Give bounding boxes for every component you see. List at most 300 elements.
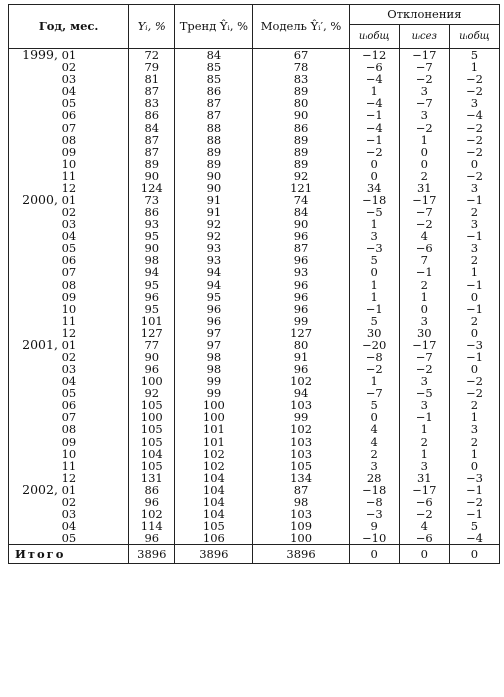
- cell-trend: 92: [175, 230, 253, 242]
- cell-dev-seasonal: 3: [399, 109, 449, 121]
- cell-dev-total: −12: [349, 49, 399, 62]
- deviations-table: [8, 4, 500, 564]
- cell-dev-total: −6: [349, 61, 399, 73]
- table-body: [9, 49, 500, 545]
- cell-dev-seasonal: −17: [399, 49, 449, 62]
- cell-dev-seasonal: 3: [399, 85, 449, 97]
- cell-model: 94: [253, 387, 349, 399]
- cell-dev-total: 5: [349, 315, 399, 327]
- cell-dev-total: 1: [349, 375, 399, 387]
- cell-y: 105: [129, 460, 175, 472]
- cell-year: 2000,: [22, 191, 58, 207]
- cell-dev-seasonal: 3: [399, 315, 449, 327]
- cell-y: 83: [129, 97, 175, 109]
- cell-trend: 99: [175, 375, 253, 387]
- cell-dev-total: −7: [349, 387, 399, 399]
- cell-dev-total: 5: [349, 399, 399, 411]
- cell-month: 10: [61, 156, 77, 171]
- cell-dev-total: 30: [349, 327, 399, 339]
- cell-y: 100: [129, 411, 175, 423]
- table-row: [9, 436, 500, 448]
- cell-dev-total-adj: −1: [449, 278, 499, 290]
- cell-dev-total: −20: [349, 339, 399, 351]
- cell-y: 96: [129, 363, 175, 375]
- cell-month: 08: [61, 422, 77, 437]
- cell-dev-seasonal: 1: [399, 448, 449, 460]
- cell-dev-total: −3: [349, 508, 399, 520]
- cell-dev-total-adj: 3: [449, 97, 499, 109]
- cell-trend: 90: [175, 170, 253, 182]
- cell-model: 80: [253, 339, 349, 351]
- cell-dev-total-adj: 2: [449, 254, 499, 266]
- cell-y: 90: [129, 170, 175, 182]
- table-row: [9, 109, 500, 121]
- cell-dev-seasonal: −7: [399, 351, 449, 363]
- table-row: [9, 472, 500, 484]
- cell-y: 87: [129, 85, 175, 97]
- cell-model: 99: [253, 315, 349, 327]
- cell-y: 90: [129, 351, 175, 363]
- cell-model: 78: [253, 61, 349, 73]
- cell-trend: 95: [175, 291, 253, 303]
- cell-dev-seasonal: −1: [399, 266, 449, 278]
- cell-dev-total: −18: [349, 484, 399, 496]
- cell-dev-seasonal: 7: [399, 254, 449, 266]
- cell-trend: 98: [175, 363, 253, 375]
- cell-year: 1999,: [22, 47, 58, 63]
- cell-trend: 104: [175, 472, 253, 484]
- cell-dev-total: −5: [349, 206, 399, 218]
- cell-trend: 93: [175, 254, 253, 266]
- cell-trend: 89: [175, 158, 253, 170]
- total-dev-total-adj: 0: [449, 545, 499, 564]
- cell-dev-total: 1: [349, 218, 399, 230]
- header-model: Модель Ŷᵢ′, %: [253, 5, 349, 49]
- cell-model: 93: [253, 266, 349, 278]
- cell-model: 90: [253, 218, 349, 230]
- total-trend: 3896: [175, 545, 253, 564]
- cell-y: 90: [129, 242, 175, 254]
- cell-trend: 91: [175, 206, 253, 218]
- cell-year: 2001,: [22, 336, 58, 352]
- total-model: 3896: [253, 545, 349, 564]
- cell-dev-seasonal: −1: [399, 411, 449, 423]
- cell-dev-total-adj: −2: [449, 134, 499, 146]
- cell-dev-seasonal: 4: [399, 230, 449, 242]
- cell-y: 72: [129, 49, 175, 62]
- cell-dev-seasonal: −2: [399, 508, 449, 520]
- cell-dev-seasonal: −7: [399, 206, 449, 218]
- cell-y: 131: [129, 472, 175, 484]
- table-row: [9, 532, 500, 545]
- cell-trend: 88: [175, 134, 253, 146]
- cell-trend: 105: [175, 520, 253, 532]
- cell-month: 09: [61, 434, 77, 449]
- cell-dev-seasonal: 0: [399, 303, 449, 315]
- table-row: [9, 121, 500, 133]
- cell-dev-seasonal: 0: [399, 158, 449, 170]
- cell-model: 127: [253, 327, 349, 339]
- cell-dev-seasonal: −2: [399, 121, 449, 133]
- cell-y: 87: [129, 134, 175, 146]
- cell-model: 87: [253, 242, 349, 254]
- cell-month: 01: [61, 48, 77, 63]
- cell-model: 89: [253, 158, 349, 170]
- total-label: Итого: [9, 545, 129, 564]
- cell-dev-total-adj: 0: [449, 327, 499, 339]
- cell-model: 99: [253, 411, 349, 423]
- cell-dev-total-adj: 0: [449, 460, 499, 472]
- header-trend: Тренд Ŷᵢ, %: [175, 5, 253, 49]
- cell-dev-total-adj: 1: [449, 448, 499, 460]
- cell-month: 01: [61, 192, 77, 207]
- cell-month: 06: [61, 398, 77, 413]
- cell-dev-total: 0: [349, 170, 399, 182]
- cell-model: 134: [253, 472, 349, 484]
- cell-dev-total-adj: −1: [449, 351, 499, 363]
- cell-month: 03: [61, 217, 77, 232]
- cell-model: 92: [253, 170, 349, 182]
- cell-month: 11: [61, 313, 77, 328]
- cell-y: 105: [129, 399, 175, 411]
- cell-month: 05: [61, 531, 77, 546]
- cell-y: 95: [129, 303, 175, 315]
- cell-dev-total: 5: [349, 254, 399, 266]
- table-row: [9, 303, 500, 315]
- table-row: [9, 460, 500, 472]
- cell-trend: 90: [175, 182, 253, 194]
- cell-dev-total-adj: −1: [449, 230, 499, 242]
- cell-dev-total: −1: [349, 134, 399, 146]
- cell-dev-total-adj: −1: [449, 194, 499, 206]
- cell-dev-total-adj: −2: [449, 85, 499, 97]
- cell-dev-total: −10: [349, 532, 399, 545]
- cell-dev-total-adj: −2: [449, 121, 499, 133]
- total-y: 3896: [129, 545, 175, 564]
- cell-model: 96: [253, 254, 349, 266]
- cell-y: 77: [129, 339, 175, 351]
- cell-month: 11: [61, 458, 77, 473]
- cell-model: 103: [253, 448, 349, 460]
- cell-dev-total-adj: 0: [449, 291, 499, 303]
- cell-dev-total: 1: [349, 291, 399, 303]
- header-dev-seasonal: uᵢсез: [399, 25, 449, 49]
- cell-dev-total-adj: −2: [449, 387, 499, 399]
- cell-dev-total: 1: [349, 278, 399, 290]
- cell-trend: 88: [175, 121, 253, 133]
- cell-y: 104: [129, 448, 175, 460]
- header-deviations: Отклонения: [349, 5, 499, 25]
- cell-dev-total-adj: 3: [449, 423, 499, 435]
- cell-dev-seasonal: 31: [399, 182, 449, 194]
- cell-y: 114: [129, 520, 175, 532]
- cell-month: 04: [61, 229, 77, 244]
- cell-month: 09: [61, 144, 77, 159]
- cell-month: 12: [61, 470, 77, 485]
- cell-model: 96: [253, 278, 349, 290]
- cell-model: 86: [253, 121, 349, 133]
- cell-trend: 100: [175, 411, 253, 423]
- cell-dev-total: 1: [349, 85, 399, 97]
- table-row: [9, 291, 500, 303]
- cell-period: [9, 532, 129, 545]
- cell-dev-seasonal: −6: [399, 532, 449, 545]
- cell-trend: 87: [175, 109, 253, 121]
- cell-trend: 98: [175, 351, 253, 363]
- cell-dev-total-adj: 2: [449, 436, 499, 448]
- cell-trend: 102: [175, 460, 253, 472]
- cell-y: 96: [129, 291, 175, 303]
- cell-dev-seasonal: 2: [399, 278, 449, 290]
- cell-dev-seasonal: −6: [399, 242, 449, 254]
- cell-trend: 86: [175, 85, 253, 97]
- cell-dev-total-adj: 1: [449, 266, 499, 278]
- table-row: [9, 134, 500, 146]
- cell-y: 86: [129, 484, 175, 496]
- cell-y: 86: [129, 109, 175, 121]
- cell-y: 81: [129, 73, 175, 85]
- cell-trend: 104: [175, 484, 253, 496]
- cell-model: 74: [253, 194, 349, 206]
- cell-month: 01: [61, 482, 77, 497]
- cell-dev-total-adj: −2: [449, 73, 499, 85]
- cell-model: 87: [253, 484, 349, 496]
- cell-dev-total: −1: [349, 109, 399, 121]
- cell-trend: 92: [175, 218, 253, 230]
- cell-trend: 89: [175, 146, 253, 158]
- cell-dev-total: −8: [349, 351, 399, 363]
- cell-dev-seasonal: −17: [399, 484, 449, 496]
- table-row: [9, 315, 500, 327]
- cell-month: 04: [61, 519, 77, 534]
- cell-model: 103: [253, 508, 349, 520]
- cell-dev-total: 9: [349, 520, 399, 532]
- cell-dev-total: 28: [349, 472, 399, 484]
- cell-trend: 99: [175, 387, 253, 399]
- header-period: Год, мес.: [9, 5, 129, 49]
- cell-dev-seasonal: 0: [399, 146, 449, 158]
- cell-dev-seasonal: −17: [399, 194, 449, 206]
- cell-model: 96: [253, 230, 349, 242]
- cell-dev-total: 2: [349, 448, 399, 460]
- cell-model: 84: [253, 206, 349, 218]
- cell-y: 95: [129, 278, 175, 290]
- cell-month: 08: [61, 132, 77, 147]
- cell-y: 94: [129, 266, 175, 278]
- cell-month: 05: [61, 241, 77, 256]
- table-row: [9, 423, 500, 435]
- total-row: [9, 545, 500, 564]
- cell-month: 04: [61, 84, 77, 99]
- header-dev-total-adj: uᵢобщ: [449, 25, 499, 49]
- cell-month: 03: [61, 507, 77, 521]
- cell-dev-total: −18: [349, 194, 399, 206]
- cell-dev-total: −2: [349, 146, 399, 158]
- cell-y: 84: [129, 121, 175, 133]
- cell-dev-seasonal: −5: [399, 387, 449, 399]
- table-row: [9, 266, 500, 278]
- cell-trend: 97: [175, 327, 253, 339]
- cell-month: 09: [61, 289, 77, 304]
- cell-dev-total-adj: 2: [449, 399, 499, 411]
- cell-model: 96: [253, 363, 349, 375]
- cell-dev-total: 34: [349, 182, 399, 194]
- cell-month: 10: [61, 301, 77, 316]
- cell-model: 90: [253, 109, 349, 121]
- cell-dev-total-adj: 0: [449, 363, 499, 375]
- cell-trend: 87: [175, 97, 253, 109]
- cell-trend: 94: [175, 278, 253, 290]
- cell-trend: 100: [175, 399, 253, 411]
- cell-dev-total-adj: 3: [449, 182, 499, 194]
- cell-dev-seasonal: −7: [399, 97, 449, 109]
- cell-month: 12: [61, 325, 77, 340]
- cell-dev-total: −2: [349, 363, 399, 375]
- cell-model: 89: [253, 146, 349, 158]
- cell-month: 07: [61, 120, 77, 135]
- cell-model: 103: [253, 399, 349, 411]
- cell-dev-total-adj: −1: [449, 303, 499, 315]
- cell-dev-total-adj: 2: [449, 206, 499, 218]
- cell-trend: 101: [175, 436, 253, 448]
- cell-dev-total-adj: 1: [449, 61, 499, 73]
- cell-dev-total-adj: 2: [449, 315, 499, 327]
- cell-model: 89: [253, 134, 349, 146]
- cell-trend: 91: [175, 194, 253, 206]
- cell-dev-seasonal: 3: [399, 399, 449, 411]
- cell-dev-total-adj: −2: [449, 170, 499, 182]
- cell-dev-total-adj: 5: [449, 49, 499, 62]
- cell-trend: 106: [175, 532, 253, 545]
- cell-dev-seasonal: 31: [399, 472, 449, 484]
- header-y: Yᵢ, %: [129, 5, 175, 49]
- cell-dev-seasonal: −2: [399, 73, 449, 85]
- cell-dev-total: 0: [349, 158, 399, 170]
- cell-y: 124: [129, 182, 175, 194]
- cell-dev-total-adj: −3: [449, 339, 499, 351]
- cell-trend: 104: [175, 508, 253, 520]
- cell-y: 95: [129, 230, 175, 242]
- cell-model: 100: [253, 532, 349, 545]
- cell-dev-total-adj: −1: [449, 484, 499, 496]
- cell-trend: 85: [175, 61, 253, 73]
- cell-trend: 102: [175, 448, 253, 460]
- cell-trend: 104: [175, 496, 253, 508]
- cell-trend: 94: [175, 266, 253, 278]
- cell-model: 80: [253, 97, 349, 109]
- cell-dev-seasonal: −2: [399, 218, 449, 230]
- cell-dev-total-adj: −2: [449, 375, 499, 387]
- cell-month: 04: [61, 374, 77, 389]
- cell-month: 02: [61, 60, 77, 75]
- cell-dev-total-adj: −2: [449, 496, 499, 508]
- cell-dev-seasonal: 2: [399, 436, 449, 448]
- cell-year: 2002,: [22, 481, 58, 497]
- cell-dev-seasonal: 3: [399, 460, 449, 472]
- cell-month: 02: [61, 494, 77, 509]
- cell-model: 103: [253, 436, 349, 448]
- cell-dev-total-adj: 3: [449, 218, 499, 230]
- cell-dev-total: −4: [349, 121, 399, 133]
- cell-dev-total: −1: [349, 303, 399, 315]
- cell-dev-seasonal: 30: [399, 327, 449, 339]
- cell-y: 92: [129, 387, 175, 399]
- cell-dev-total-adj: 0: [449, 158, 499, 170]
- cell-month: 03: [61, 72, 77, 87]
- cell-month: 10: [61, 446, 77, 461]
- cell-dev-seasonal: −2: [399, 363, 449, 375]
- cell-model: 105: [253, 460, 349, 472]
- cell-month: 07: [61, 265, 77, 280]
- cell-model: 109: [253, 520, 349, 532]
- cell-trend: 97: [175, 339, 253, 351]
- cell-y: 73: [129, 194, 175, 206]
- cell-model: 67: [253, 49, 349, 62]
- cell-dev-total: −3: [349, 242, 399, 254]
- cell-dev-total: 3: [349, 460, 399, 472]
- table-row: [9, 146, 500, 158]
- cell-dev-total-adj: 1: [449, 411, 499, 423]
- cell-trend: 93: [175, 242, 253, 254]
- cell-dev-total-adj: −4: [449, 109, 499, 121]
- cell-y: 93: [129, 218, 175, 230]
- cell-trend: 84: [175, 49, 253, 62]
- cell-model: 102: [253, 423, 349, 435]
- cell-month: 12: [61, 180, 77, 195]
- cell-y: 79: [129, 61, 175, 73]
- cell-month: 06: [61, 253, 77, 268]
- cell-dev-total-adj: 5: [449, 520, 499, 532]
- cell-model: 83: [253, 73, 349, 85]
- cell-dev-total: −4: [349, 97, 399, 109]
- cell-trend: 96: [175, 303, 253, 315]
- cell-y: 98: [129, 254, 175, 266]
- cell-dev-total: −8: [349, 496, 399, 508]
- cell-dev-total-adj: −3: [449, 472, 499, 484]
- cell-dev-seasonal: 1: [399, 423, 449, 435]
- cell-dev-seasonal: 2: [399, 170, 449, 182]
- cell-dev-total: 4: [349, 423, 399, 435]
- cell-dev-total-adj: −2: [449, 146, 499, 158]
- cell-month: 11: [61, 168, 77, 183]
- cell-dev-seasonal: 3: [399, 375, 449, 387]
- cell-y: 100: [129, 375, 175, 387]
- cell-y: 105: [129, 423, 175, 435]
- cell-dev-total-adj: 3: [449, 242, 499, 254]
- cell-model: 89: [253, 85, 349, 97]
- cell-dev-total: 0: [349, 266, 399, 278]
- cell-y: 89: [129, 158, 175, 170]
- table-row: [9, 448, 500, 460]
- cell-y: 96: [129, 496, 175, 508]
- cell-trend: 96: [175, 315, 253, 327]
- cell-dev-total-adj: −4: [449, 532, 499, 545]
- total-dev-total: 0: [349, 545, 399, 564]
- cell-y: 87: [129, 146, 175, 158]
- cell-y: 127: [129, 327, 175, 339]
- cell-month: 02: [61, 349, 77, 364]
- cell-dev-total: 4: [349, 436, 399, 448]
- cell-dev-total: 0: [349, 411, 399, 423]
- cell-month: 05: [61, 386, 77, 401]
- cell-month: 03: [61, 362, 77, 377]
- cell-dev-total: −4: [349, 73, 399, 85]
- cell-y: 86: [129, 206, 175, 218]
- cell-y: 101: [129, 315, 175, 327]
- cell-month: 08: [61, 277, 77, 292]
- cell-dev-seasonal: 4: [399, 520, 449, 532]
- cell-y: 105: [129, 436, 175, 448]
